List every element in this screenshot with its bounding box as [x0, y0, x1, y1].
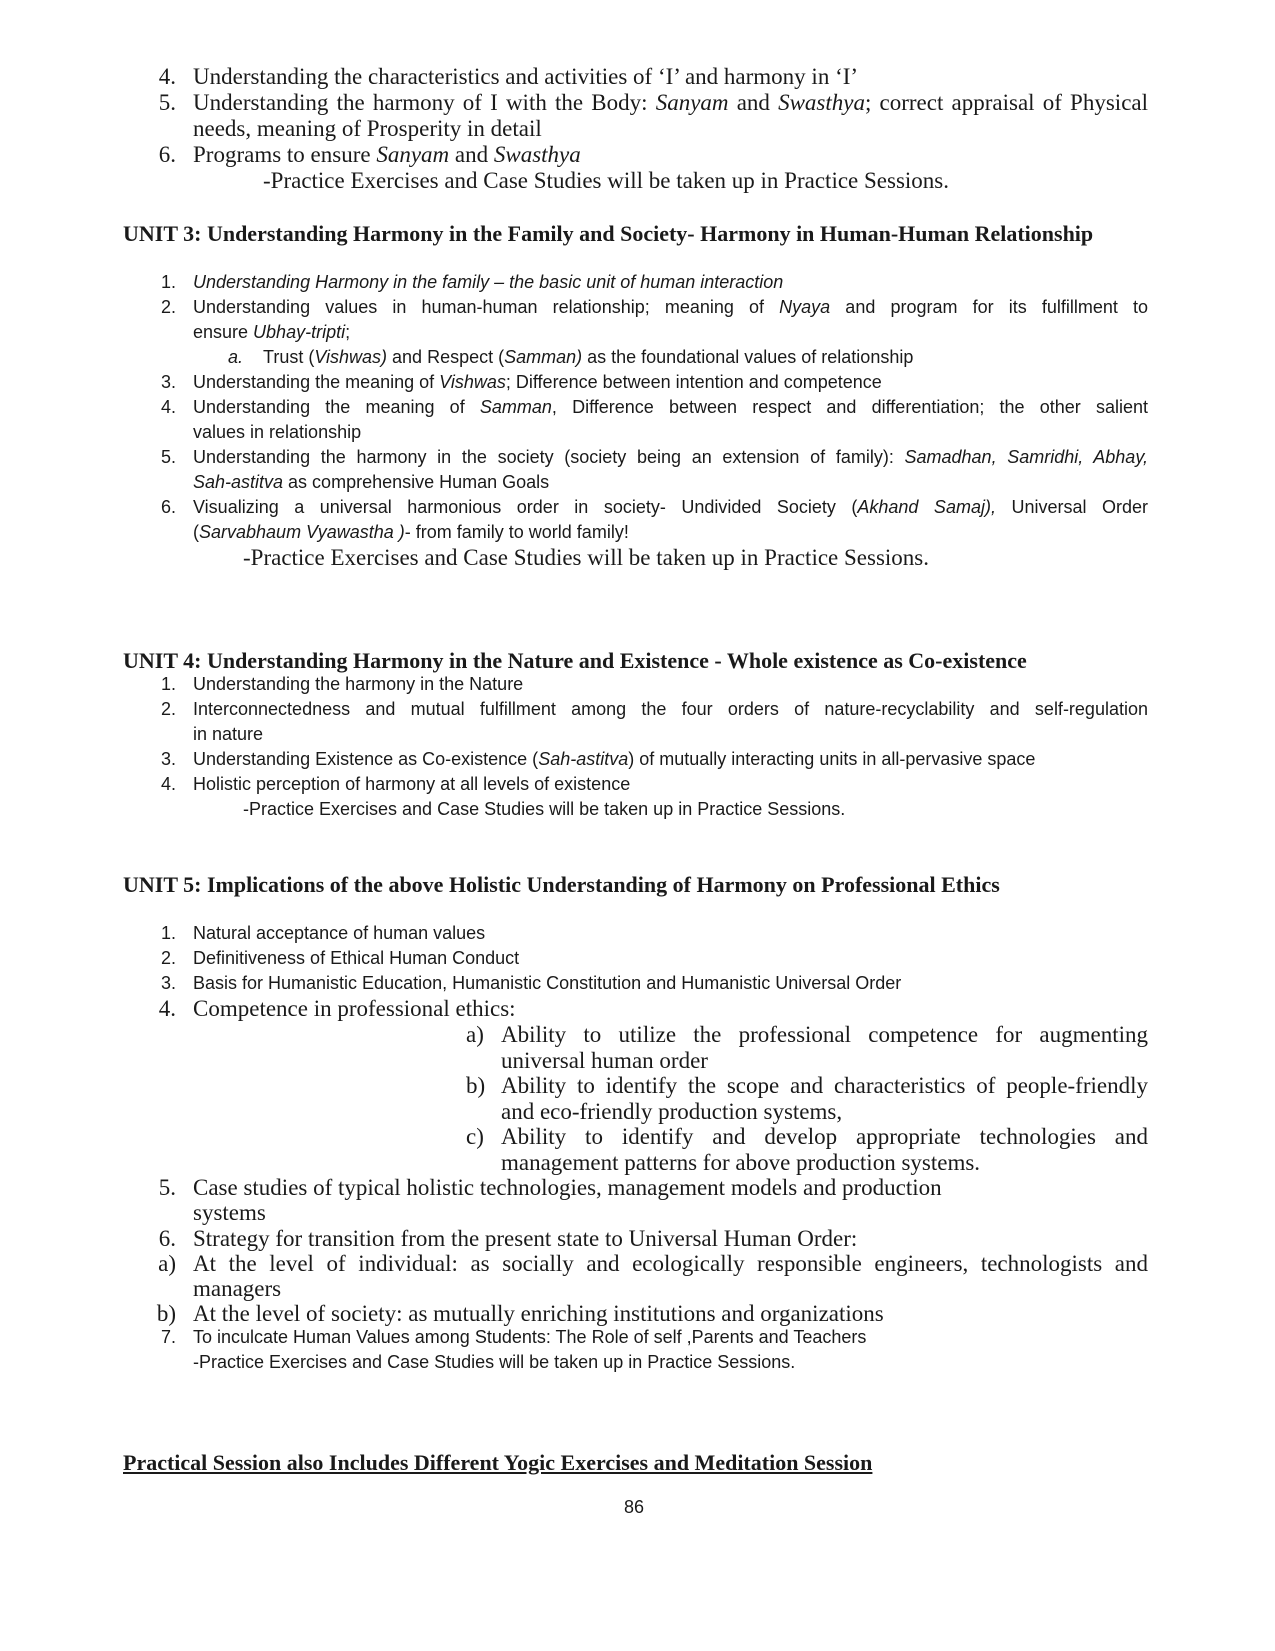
list-number: 5. — [160, 447, 176, 467]
sub-list-number: a) — [466, 1022, 484, 1047]
unit3-heading: UNIT 3: Understanding Harmony in the Family and Society- Harmony in Human-Human Relationship — [123, 221, 1094, 246]
list-text: To inculcate Human Values among Students: The Role of self ,Parents and Teachers — [193, 1327, 867, 1347]
list-text-line1: Visualizing a universal harmonious order in society- Undivided Society (Akhand Samaj), Universal Order — [193, 497, 1148, 517]
sub-list-number: b) — [466, 1073, 486, 1098]
list-number: 2. — [160, 297, 176, 317]
list-number: 4. — [158, 64, 176, 89]
list-text-line2: systems — [193, 1200, 266, 1225]
page-number: 86 — [624, 1497, 645, 1517]
list-number: 1. — [160, 923, 176, 943]
sub-list-text-line1: Ability to identify and develop appropriate technologies and — [501, 1124, 1148, 1149]
list-text: Understanding the harmony in the Nature — [193, 674, 524, 694]
list-number: b) — [156, 1301, 176, 1326]
list-text-line2: Sah-astitva as comprehensive Human Goals — [193, 472, 550, 492]
list-number: 5. — [158, 1175, 176, 1200]
list-number: a) — [158, 1251, 176, 1276]
list-number: 4. — [158, 996, 176, 1021]
sub-list-text: Trust (Vishwas) and Respect (Samman) as the foundational values of relationship — [263, 347, 914, 367]
unit5-heading: UNIT 5: Implications of the above Holistic Understanding of Harmony on Professional Ethics — [123, 872, 1000, 897]
list-text-line1: Interconnectedness and mutual fulfillment among the four orders of nature-recyclability and self-regulation — [193, 699, 1148, 719]
list-text-line1: Case studies of typical holistic technologies, management models and production — [193, 1175, 942, 1200]
list-text: Definitiveness of Ethical Human Conduct — [193, 948, 520, 968]
list-text: Understanding the meaning of Vishwas; Difference between intention and competence — [193, 372, 882, 392]
list-number: 3. — [160, 973, 176, 993]
list-number: 2. — [160, 948, 176, 968]
list-number: 4. — [160, 774, 176, 794]
list-text: Basis for Humanistic Education, Humanistic Constitution and Humanistic Universal Order — [193, 973, 902, 993]
list-text: Understanding Existence as Co-existence (Sah-astitva) of mutually interacting units in all-pervasive space — [193, 749, 1036, 769]
list-number: 6. — [160, 497, 176, 517]
practice-note: -Practice Exercises and Case Studies will be taken up in Practice Sessions. — [243, 545, 929, 570]
list-text-line2: in nature — [193, 724, 264, 744]
list-text-line2: managers — [193, 1276, 282, 1301]
practical-session-heading: Practical Session also Includes Different Yogic Exercises and Meditation Session — [123, 1450, 873, 1475]
list-text: Programs to ensure Sanyam and Swasthya — [193, 142, 581, 167]
list-text: Understanding the characteristics and activities of ‘I’ and harmony in ‘I’ — [193, 64, 859, 89]
list-number: 2. — [160, 699, 176, 719]
list-number: 3. — [160, 372, 176, 392]
list-number: 1. — [160, 674, 176, 694]
list-number: 6. — [158, 1226, 176, 1251]
list-text-line2: ensure Ubhay-tripti; — [193, 322, 351, 342]
list-text-line1: At the level of individual: as socially and ecologically responsible engineers, technologists and — [193, 1251, 1148, 1276]
list-number: 5. — [158, 90, 176, 115]
practice-note: -Practice Exercises and Case Studies will be taken up in Practice Sessions. — [263, 168, 949, 193]
list-number: 7. — [160, 1327, 176, 1347]
list-text-line1: Understanding values in human-human relationship; meaning of Nyaya and program for its fulfillment to — [193, 297, 1149, 317]
list-text-line1: Understanding the harmony in the society (society being an extension of family): Samadhan, Samridhi, Abhay, — [193, 447, 1148, 467]
list-text: At the level of society: as mutually enriching institutions and organizations — [193, 1301, 884, 1326]
list-text-line2: values in relationship — [193, 422, 362, 442]
sub-list-text-line2: universal human order — [501, 1048, 708, 1073]
list-text: Holistic perception of harmony at all levels of existence — [193, 774, 631, 794]
sub-list-item: a. — [228, 347, 244, 367]
list-text: Understanding Harmony in the family – the basic unit of human interaction — [193, 272, 784, 292]
list-number: 3. — [160, 749, 176, 769]
list-number: 4. — [160, 397, 176, 417]
list-text-line2: needs, meaning of Prosperity in detail — [193, 116, 542, 141]
practice-note: -Practice Exercises and Case Studies will be taken up in Practice Sessions. — [243, 799, 846, 819]
sub-list-number: c) — [466, 1124, 484, 1149]
list-text: Competence in professional ethics: — [193, 996, 516, 1021]
sub-list-text-line1: Ability to identify the scope and characteristics of people-friendly — [501, 1073, 1148, 1098]
list-text: Strategy for transition from the present state to Universal Human Order: — [193, 1226, 858, 1251]
list-text-line2: (Sarvabhaum Vyawastha )- from family to world family! — [193, 522, 629, 542]
sub-list-text-line1: Ability to utilize the professional competence for augmenting — [501, 1022, 1148, 1047]
sub-list-text-line2: management patterns for above production systems. — [501, 1150, 981, 1175]
unit4-heading: UNIT 4: Understanding Harmony in the Nature and Existence - Whole existence as Co-existence — [123, 648, 1027, 673]
list-text: Natural acceptance of human values — [193, 923, 486, 943]
practice-note: -Practice Exercises and Case Studies will be taken up in Practice Sessions. — [193, 1352, 796, 1372]
list-text-line1: Understanding the meaning of Samman, Difference between respect and differentiation; the other salient — [193, 397, 1148, 417]
list-number: 1. — [160, 272, 176, 292]
list-number: 6. — [158, 142, 176, 167]
list-text-line1: Understanding the harmony of I with the Body: Sanyam and Swasthya; correct appraisal of Physical — [193, 90, 1148, 115]
sub-list-text-line2: and eco-friendly production systems, — [501, 1099, 843, 1124]
